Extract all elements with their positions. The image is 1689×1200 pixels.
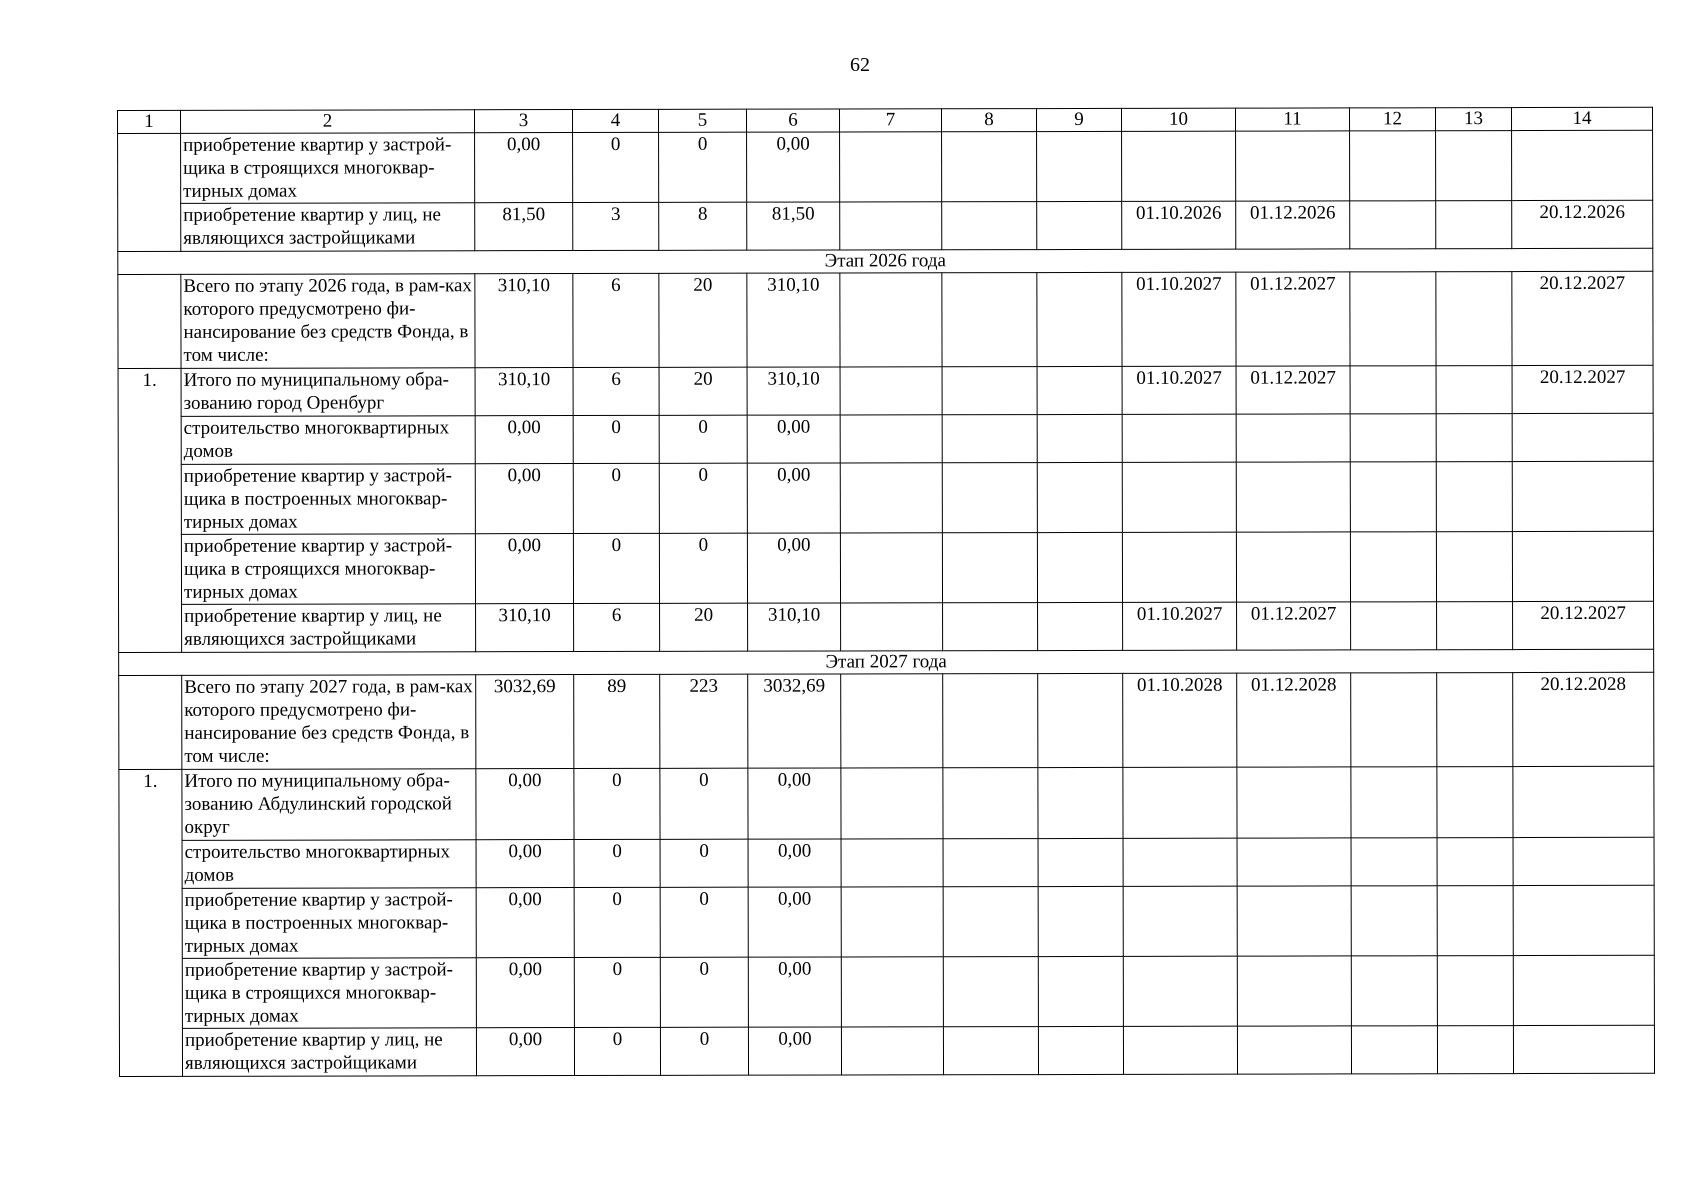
cell-col11: [1236, 414, 1350, 462]
cell-col10: 01.10.2027: [1122, 366, 1236, 414]
cell-col5: 8: [659, 202, 747, 250]
cell-col4: 0: [574, 957, 660, 1027]
column-header-4: 4: [573, 109, 659, 132]
cell-col13: [1436, 532, 1512, 602]
cell-col10: [1123, 767, 1237, 838]
cell-col7: [840, 273, 942, 367]
cell-col12: [1351, 602, 1437, 650]
cell-col9: [1037, 272, 1122, 366]
column-header-9: 9: [1036, 108, 1121, 131]
cell-col10: [1122, 532, 1236, 602]
row-name: приобретение квартир у лиц, не являющихся застройщиками: [182, 1028, 476, 1077]
row-name: приобретение квартир у лиц, не являющихся застройщиками: [181, 203, 475, 252]
column-header-14: 14: [1511, 107, 1652, 130]
row-name: Всего по этапу 2027 года, в рам-ках которого предусмотрено фи-нансирование без средств Фонда, в том числе:: [182, 675, 476, 770]
cell-col7: [840, 132, 942, 202]
cell-col12: [1350, 414, 1436, 462]
cell-col8: [943, 768, 1038, 839]
cell-col12: [1351, 886, 1437, 956]
cell-col11: [1236, 532, 1350, 602]
cell-col3: 0,00: [475, 534, 573, 604]
cell-col12: [1350, 462, 1436, 532]
cell-col12: [1350, 532, 1436, 602]
cell-col5: 20: [660, 603, 748, 651]
table-row: [118, 130, 1653, 203]
cell-col7: [840, 463, 942, 533]
cell-col9: [1038, 767, 1123, 838]
cell-col7: [840, 415, 942, 463]
cell-col6: 310,10: [747, 273, 840, 367]
cell-col12: [1351, 956, 1437, 1026]
cell-col10: 01.10.2027: [1123, 602, 1237, 650]
row-name: приобретение квартир у застрой-щика в построенных многоквар-тирных домах: [182, 888, 476, 959]
row-name: приобретение квартир у застрой-щика в построенных многоквар-тирных домах: [181, 464, 475, 535]
cell-col11: 01.12.2026: [1236, 201, 1350, 249]
cell-col8: [943, 603, 1038, 651]
cell-col13: [1437, 886, 1513, 956]
cell-col5: 223: [660, 674, 748, 768]
cell-col3: 0,00: [476, 1028, 574, 1076]
page-number: 62: [850, 54, 870, 76]
cell-col3: 81,50: [475, 203, 573, 251]
cell-col3: 0,00: [476, 888, 574, 958]
cell-col7: [841, 1027, 943, 1075]
column-header-12: 12: [1349, 108, 1435, 131]
cell-col5: 0: [660, 887, 748, 957]
cell-col10: [1123, 1026, 1237, 1074]
cell-col11: [1236, 131, 1350, 201]
cell-col3: 0,00: [475, 133, 573, 203]
column-header-5: 5: [658, 109, 746, 132]
row-index: [119, 675, 182, 769]
stage-row: [119, 649, 1654, 675]
row-name: Всего по этапу 2026 года, в рам-ках которого предусмотрено фи-нансирование без средств Фонда, в том числе:: [181, 274, 475, 369]
cell-col6: 3032,69: [748, 674, 841, 768]
cell-col9: [1038, 1026, 1123, 1074]
cell-col4: 3: [573, 202, 659, 250]
cell-col8: [942, 463, 1037, 533]
cell-col3: 310,10: [475, 368, 573, 416]
cell-col13: [1437, 673, 1513, 767]
row-name: строительство многоквартирных домов: [181, 416, 475, 465]
cell-col8: [942, 273, 1037, 367]
cell-col14: [1513, 766, 1654, 837]
cell-col14: 20.12.2028: [1513, 672, 1654, 766]
cell-col13: [1436, 366, 1512, 414]
cell-col4: 0: [573, 463, 659, 533]
cell-col10: [1123, 956, 1237, 1026]
table-row: [119, 1025, 1654, 1076]
cell-col11: 01.12.2027: [1237, 602, 1351, 650]
cell-col9: [1037, 366, 1122, 414]
cell-col6: 0,00: [747, 132, 840, 202]
cell-col5: 0: [659, 132, 747, 202]
cell-col7: [841, 674, 943, 768]
cell-col6: 81,50: [747, 202, 840, 250]
cell-col13: [1437, 956, 1513, 1026]
cell-col7: [841, 768, 943, 839]
cell-col14: [1512, 531, 1653, 601]
stage-row: [118, 248, 1653, 274]
cell-col11: [1237, 767, 1351, 838]
cell-col12: [1350, 131, 1436, 201]
cell-col12: [1350, 272, 1436, 366]
cell-col3: 3032,69: [476, 675, 574, 769]
cell-col6: 310,10: [747, 367, 840, 415]
cell-col4: 0: [574, 839, 660, 887]
cell-col14: [1513, 837, 1654, 885]
cell-col14: 20.12.2027: [1513, 601, 1654, 649]
cell-col11: [1237, 838, 1351, 886]
cell-col12: [1351, 767, 1437, 838]
table-row: [119, 766, 1654, 840]
cell-col5: 0: [660, 839, 748, 887]
cell-col4: 0: [574, 887, 660, 957]
table-row: [118, 531, 1653, 604]
cell-col5: 20: [659, 367, 747, 415]
table-body: [118, 107, 1655, 1076]
table-row: [118, 200, 1653, 251]
cell-col9: [1038, 956, 1123, 1026]
cell-col7: [840, 202, 942, 250]
row-index: 1.: [119, 769, 183, 1076]
cell-col9: [1037, 532, 1122, 602]
cell-col8: [943, 674, 1038, 768]
stage-label: Этап 2027 года: [119, 649, 1654, 675]
cell-col14: 20.12.2026: [1512, 200, 1653, 248]
cell-col6: 310,10: [748, 603, 841, 651]
table-row: [118, 365, 1653, 416]
column-header-11: 11: [1235, 108, 1349, 131]
cell-col9: [1038, 886, 1123, 956]
cell-col14: [1512, 413, 1653, 461]
cell-col10: [1122, 462, 1236, 532]
cell-col5: 0: [660, 768, 748, 839]
cell-col11: [1237, 1026, 1351, 1074]
stage-label: Этап 2026 года: [118, 248, 1653, 274]
cell-col12: [1350, 201, 1436, 249]
cell-col8: [943, 1027, 1038, 1075]
cell-col6: 0,00: [747, 415, 840, 463]
row-index: [118, 274, 181, 368]
cell-col8: [942, 415, 1037, 463]
cell-col6: 0,00: [748, 887, 841, 957]
table-row: [118, 413, 1653, 464]
cell-col4: 6: [573, 367, 659, 415]
cell-col10: [1123, 838, 1237, 886]
cell-col10: 01.10.2028: [1123, 673, 1237, 767]
cell-col6: 0,00: [748, 1027, 841, 1075]
column-header-7: 7: [839, 109, 941, 132]
cell-col3: 0,00: [475, 416, 573, 464]
cell-col7: [841, 887, 943, 957]
cell-col7: [840, 533, 942, 603]
cell-col11: [1236, 462, 1350, 532]
row-index: [118, 133, 181, 251]
cell-col13: [1436, 272, 1512, 366]
row-name: приобретение квартир у лиц, не являющихся застройщиками: [182, 604, 476, 653]
cell-col4: 6: [573, 273, 659, 367]
cell-col14: [1512, 461, 1653, 531]
cell-col6: 0,00: [748, 839, 841, 887]
cell-col9: [1037, 462, 1122, 532]
cell-col5: 0: [659, 463, 747, 533]
cell-col5: 0: [660, 1027, 748, 1075]
cell-col13: [1437, 1026, 1513, 1074]
cell-col5: 20: [659, 273, 747, 367]
cell-col11: [1237, 886, 1351, 956]
cell-col11: 01.12.2027: [1236, 366, 1350, 414]
cell-col13: [1436, 131, 1512, 201]
cell-col6: 0,00: [748, 768, 841, 839]
cell-col9: [1037, 201, 1122, 249]
row-index: 1.: [118, 368, 182, 652]
cell-col13: [1437, 838, 1513, 886]
cell-col11: [1237, 956, 1351, 1026]
cell-col3: 0,00: [475, 464, 573, 534]
table-row: [119, 955, 1654, 1028]
cell-col10: [1122, 414, 1236, 462]
row-name: строительство многоквартирных домов: [182, 840, 476, 889]
cell-col8: [943, 957, 1038, 1027]
cell-col5: 0: [659, 533, 747, 603]
column-header-3: 3: [475, 110, 573, 133]
table-row: [118, 271, 1653, 368]
row-name: приобретение квартир у застрой-щика в строящихся многоквар-тирных домах: [181, 133, 475, 204]
cell-col8: [942, 202, 1037, 250]
table-row: [119, 837, 1654, 888]
row-name: приобретение квартир у застрой-щика в строящихся многоквар-тирных домах: [182, 958, 476, 1029]
column-header-10: 10: [1121, 108, 1235, 131]
cell-col3: 0,00: [476, 769, 574, 840]
cell-col14: [1512, 130, 1653, 200]
cell-col10: [1123, 886, 1237, 956]
cell-col13: [1437, 767, 1513, 838]
table-row: [119, 885, 1654, 958]
cell-col12: [1351, 1026, 1437, 1074]
column-header-13: 13: [1435, 108, 1511, 131]
cell-col8: [943, 887, 1038, 957]
cell-col6: 0,00: [747, 463, 840, 533]
cell-col4: 0: [573, 533, 659, 603]
column-header-8: 8: [941, 109, 1036, 132]
column-number-row: [118, 107, 1653, 133]
cell-col10: [1122, 131, 1236, 201]
cell-col3: 0,00: [476, 840, 574, 888]
cell-col8: [942, 132, 1037, 202]
table-row: [119, 601, 1654, 652]
cell-col13: [1436, 462, 1512, 532]
cell-col14: [1513, 885, 1654, 955]
cell-col5: 0: [660, 957, 748, 1027]
cell-col3: 310,10: [475, 274, 573, 368]
row-name: приобретение квартир у застрой-щика в строящихся многоквар-тирных домах: [181, 534, 475, 605]
cell-col10: 01.10.2027: [1122, 272, 1236, 366]
cell-col4: 89: [574, 674, 660, 768]
cell-col4: 0: [573, 415, 659, 463]
cell-col9: [1038, 838, 1123, 886]
row-name: Итого по муниципальному обра-зованию Абдулинский городской округ: [182, 769, 476, 841]
cell-col13: [1436, 201, 1512, 249]
cell-col3: 0,00: [476, 958, 574, 1028]
table-row: [119, 672, 1654, 769]
cell-col8: [942, 533, 1037, 603]
cell-col7: [840, 367, 942, 415]
cell-col12: [1351, 673, 1437, 767]
cell-col4: 0: [573, 132, 659, 202]
cell-col14: 20.12.2027: [1512, 365, 1653, 413]
cell-col9: [1038, 602, 1123, 650]
cell-col9: [1037, 414, 1122, 462]
cell-col4: 6: [574, 603, 660, 651]
cell-col14: [1513, 955, 1654, 1025]
cell-col5: 0: [659, 415, 747, 463]
cell-col4: 0: [574, 768, 660, 839]
data-table: [117, 107, 1655, 1077]
cell-col6: 0,00: [747, 533, 840, 603]
column-header-6: 6: [746, 109, 839, 132]
cell-col7: [841, 603, 943, 651]
cell-col4: 0: [574, 1027, 660, 1075]
cell-col9: [1037, 131, 1122, 201]
cell-col12: [1350, 366, 1436, 414]
column-header-2: 2: [181, 110, 475, 134]
cell-col13: [1436, 414, 1512, 462]
cell-col7: [841, 957, 943, 1027]
cell-col12: [1351, 838, 1437, 886]
cell-col8: [942, 367, 1037, 415]
cell-col14: 20.12.2027: [1512, 271, 1653, 365]
cell-col14: [1513, 1025, 1654, 1073]
row-name: Итого по муниципальному обра-зованию город Оренбург: [181, 368, 475, 417]
cell-col10: 01.10.2026: [1122, 201, 1236, 249]
cell-col8: [943, 839, 1038, 887]
column-header-1: 1: [118, 110, 181, 133]
cell-col11: 01.12.2028: [1237, 673, 1351, 767]
cell-col3: 310,10: [476, 604, 574, 652]
cell-col6: 0,00: [748, 957, 841, 1027]
cell-col11: 01.12.2027: [1236, 272, 1350, 366]
cell-col9: [1038, 673, 1123, 767]
cell-col7: [841, 839, 943, 887]
table-row: [118, 461, 1653, 534]
cell-col13: [1437, 602, 1513, 650]
